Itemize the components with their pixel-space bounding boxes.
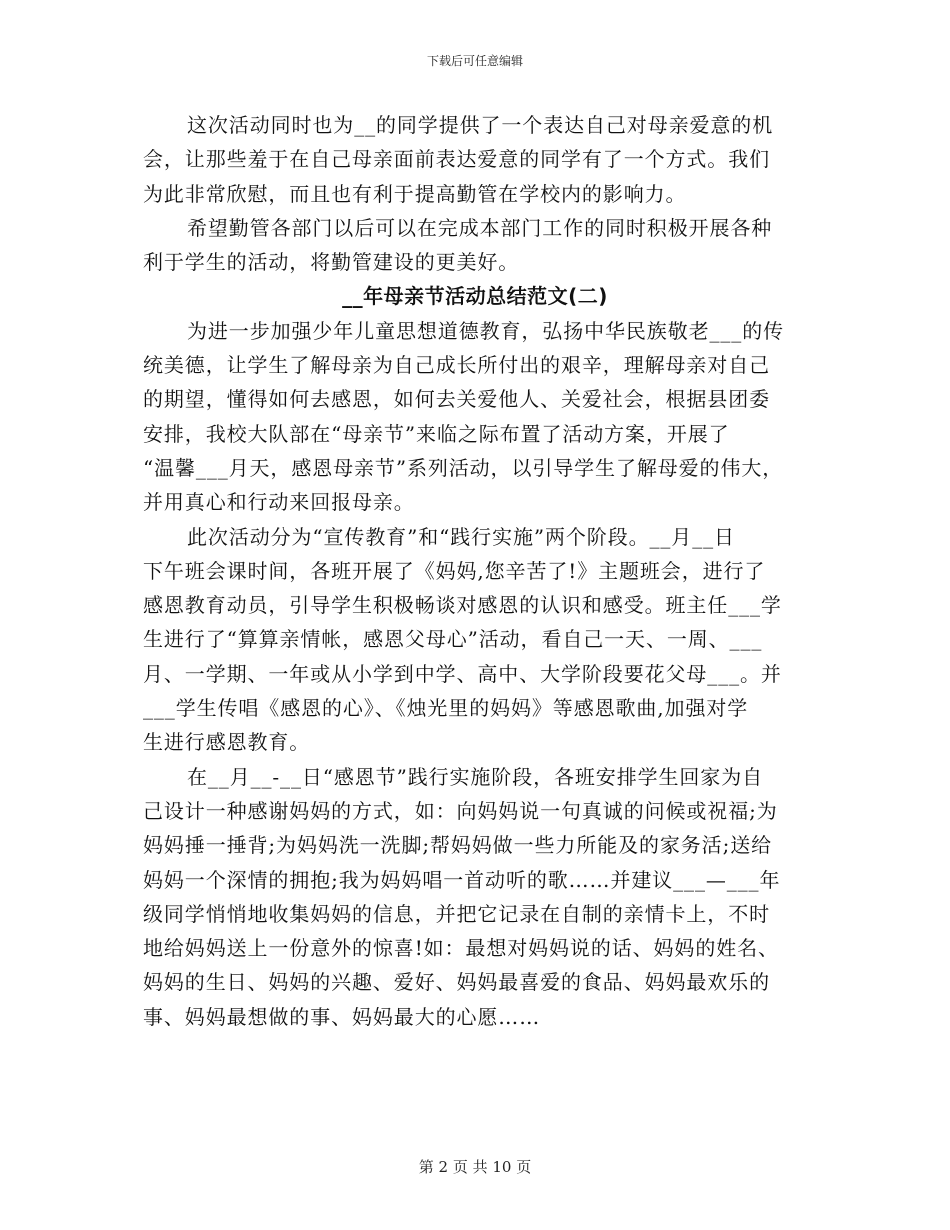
paragraph-4-line: 生进行感恩教育。 xyxy=(143,730,311,755)
paragraph-5-line: 事、妈妈最想做的事、妈妈最大的心愿…… xyxy=(143,1004,541,1029)
paragraph-2-line: 希望勤管各部门以后可以在完成本部门工作的同时积极开展各种 xyxy=(187,215,773,240)
paragraph-2-line: 利于学生的活动，将勤管建设的更美好。 xyxy=(143,250,520,275)
paragraph-1-line: 这次活动同时也为__的同学提供了一个表达自己对母亲爱意的机 xyxy=(187,113,774,137)
paragraph-5-line: 妈妈捶一捶背;为妈妈洗一洗脚;帮妈妈做一些力所能及的家务活;送给 xyxy=(143,833,773,858)
paragraph-4-line: 月、一学期、一年或从小学到中学、高中、大学阶段要花父母___。并 xyxy=(143,661,782,686)
section-heading: __年母亲节活动总结范文(二) xyxy=(342,284,608,309)
paragraph-3-line: 为进一步加强少年儿童思想道德教育，弘扬中华民族敬老___的传 xyxy=(187,318,784,343)
page-number: 第 2 页 共 10 页 xyxy=(418,1158,532,1176)
paragraph-5-line: 级同学悄悄地收集妈妈的信息，并把它记录在自制的亲情卡上，不时 xyxy=(143,901,770,926)
paragraph-3-line: 统美德，让学生了解母亲为自己成长所付出的艰辛，理解母亲对自己 xyxy=(143,353,770,378)
paragraph-5-line: 己设计一种感谢妈妈的方式，如：向妈妈说一句真诚的问候或祝福;为 xyxy=(143,798,778,823)
paragraph-4-line: 下午班会课时间，各班开展了《妈妈,您辛苦了!》主题班会，进行了 xyxy=(143,558,766,583)
paragraph-3-line: 的期望，懂得如何去感恩，如何去关爱他人、关爱社会，根据县团委 xyxy=(143,387,770,412)
paragraph-4-line: 此次活动分为“宣传教育”和“践行实施”两个阶段。__月__日 xyxy=(187,524,735,549)
paragraph-5-line: 妈妈一个深情的拥抱;我为妈妈唱一首动听的歌……并建议___—___年 xyxy=(143,867,781,892)
document-body xyxy=(143,108,807,1034)
paragraph-5-line: 在__月__-__日“感恩节”践行实施阶段，各班安排学生回家为自 xyxy=(187,764,764,789)
paragraph-5-line: 地给妈妈送上一份意外的惊喜!如：最想对妈妈说的话、妈妈的姓名、 xyxy=(143,936,779,961)
paragraph-1-line: 为此非常欣慰，而且也有利于提高勤管在学校内的影响力。 xyxy=(143,181,687,206)
paragraph-4-line: 感恩教育动员，引导学生积极畅谈对感恩的认识和感受。班主任___学 xyxy=(143,593,782,618)
paragraph-4-line: ___学生传唱《感恩的心》、《烛光里的妈妈》等感恩歌曲,加强对学 xyxy=(143,696,749,721)
paragraph-3-line: “温馨___月天，感恩母亲节”系列活动，以引导学生了解母爱的伟大， xyxy=(143,455,784,480)
paragraph-3-line: 安排，我校大队部在“母亲节”来临之际布置了活动方案，开展了 xyxy=(143,421,730,446)
header-note: 下载后可任意编辑 xyxy=(426,54,523,68)
paragraph-1-line: 会，让那些羞于在自己母亲面前表达爱意的同学有了一个方式。我们 xyxy=(143,147,770,172)
paragraph-5-line: 妈妈的生日、妈妈的兴趣、爱好、妈妈最喜爱的食品、妈妈最欢乐的 xyxy=(143,970,770,995)
paragraph-3-line: 并用真心和行动来回报母亲。 xyxy=(143,490,415,515)
paragraph-4-line: 生进行了“算算亲情帐，感恩父母心”活动，看自己一天、一周、___ xyxy=(143,627,763,652)
